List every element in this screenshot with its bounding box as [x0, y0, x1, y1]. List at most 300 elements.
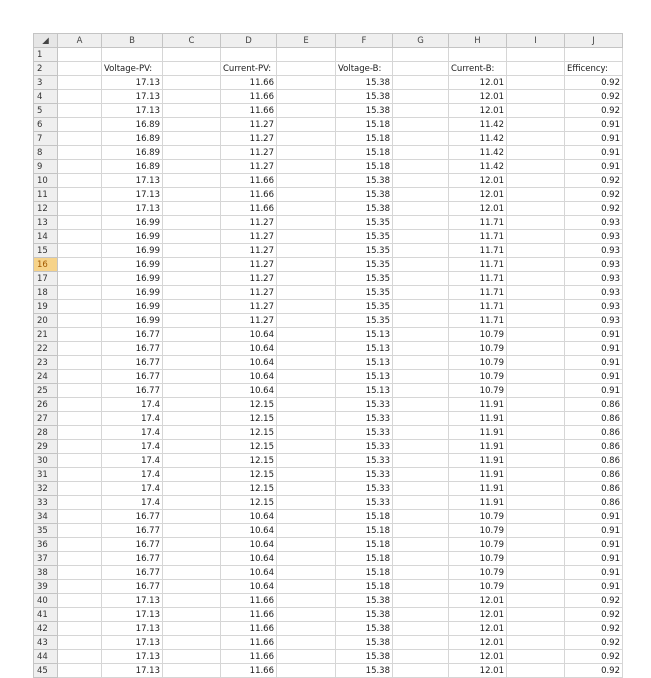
column-header[interactable]: A: [58, 34, 102, 48]
cell-a[interactable]: [58, 426, 102, 440]
voltage-pv-cell[interactable]: 16.77: [102, 538, 163, 552]
cell-c[interactable]: [163, 328, 221, 342]
cell-i[interactable]: [507, 104, 565, 118]
current-b-cell[interactable]: 11.42: [449, 118, 507, 132]
cell-i[interactable]: [507, 482, 565, 496]
row-header[interactable]: 40: [34, 594, 58, 608]
current-pv-cell[interactable]: 11.66: [221, 636, 277, 650]
cell-i[interactable]: [507, 160, 565, 174]
current-b-cell[interactable]: 12.01: [449, 90, 507, 104]
voltage-pv-cell[interactable]: 17.4: [102, 496, 163, 510]
cell-g[interactable]: [393, 132, 449, 146]
voltage-b-cell[interactable]: 15.35: [336, 286, 393, 300]
cell-i[interactable]: [507, 524, 565, 538]
cell-a[interactable]: [58, 132, 102, 146]
voltage-pv-cell[interactable]: 16.77: [102, 524, 163, 538]
voltage-pv-cell[interactable]: 16.99: [102, 272, 163, 286]
cell-c[interactable]: [163, 90, 221, 104]
voltage-b-cell[interactable]: 15.38: [336, 608, 393, 622]
current-b-cell[interactable]: 10.79: [449, 510, 507, 524]
cell-a[interactable]: [58, 440, 102, 454]
cell[interactable]: [393, 62, 449, 76]
efficiency-cell[interactable]: 0.86: [565, 454, 623, 468]
cell-a[interactable]: [58, 90, 102, 104]
cell-a[interactable]: [58, 664, 102, 678]
efficiency-cell[interactable]: 0.86: [565, 440, 623, 454]
efficiency-cell[interactable]: 0.92: [565, 76, 623, 90]
voltage-b-cell[interactable]: 15.38: [336, 202, 393, 216]
efficiency-cell[interactable]: 0.92: [565, 636, 623, 650]
current-pv-cell[interactable]: 11.27: [221, 160, 277, 174]
cell-i[interactable]: [507, 356, 565, 370]
voltage-pv-cell[interactable]: 16.89: [102, 118, 163, 132]
row-header[interactable]: 31: [34, 468, 58, 482]
voltage-pv-cell[interactable]: 17.13: [102, 202, 163, 216]
cell-i[interactable]: [507, 510, 565, 524]
current-pv-cell[interactable]: 10.64: [221, 342, 277, 356]
efficiency-cell[interactable]: 0.91: [565, 118, 623, 132]
cell-a[interactable]: [58, 524, 102, 538]
cell-g[interactable]: [393, 510, 449, 524]
voltage-pv-cell[interactable]: 16.77: [102, 384, 163, 398]
cell-a[interactable]: [58, 552, 102, 566]
cell-i[interactable]: [507, 426, 565, 440]
voltage-pv-cell[interactable]: 17.4: [102, 398, 163, 412]
row-header[interactable]: 21: [34, 328, 58, 342]
current-pv-cell[interactable]: 10.64: [221, 580, 277, 594]
cell-c[interactable]: [163, 580, 221, 594]
cell-e[interactable]: [277, 258, 336, 272]
efficiency-cell[interactable]: 0.91: [565, 580, 623, 594]
cell-a[interactable]: [58, 104, 102, 118]
cell-c[interactable]: [163, 384, 221, 398]
cell-g[interactable]: [393, 118, 449, 132]
voltage-pv-cell[interactable]: 17.4: [102, 426, 163, 440]
cell-i[interactable]: [507, 496, 565, 510]
voltage-pv-cell[interactable]: 17.13: [102, 608, 163, 622]
cell-g[interactable]: [393, 650, 449, 664]
cell-i[interactable]: [507, 608, 565, 622]
current-pv-cell[interactable]: 12.15: [221, 426, 277, 440]
current-b-cell[interactable]: 11.91: [449, 454, 507, 468]
current-b-cell[interactable]: 10.79: [449, 356, 507, 370]
voltage-b-cell[interactable]: 15.38: [336, 90, 393, 104]
cell-e[interactable]: [277, 440, 336, 454]
cell-a[interactable]: [58, 370, 102, 384]
cell-e[interactable]: [277, 650, 336, 664]
current-b-cell[interactable]: 11.91: [449, 412, 507, 426]
voltage-pv-cell[interactable]: 16.77: [102, 356, 163, 370]
current-pv-cell[interactable]: 11.66: [221, 188, 277, 202]
voltage-b-cell[interactable]: 15.38: [336, 664, 393, 678]
cell-c[interactable]: [163, 468, 221, 482]
column-header[interactable]: D: [221, 34, 277, 48]
cell-i[interactable]: [507, 90, 565, 104]
voltage-pv-cell[interactable]: 17.13: [102, 636, 163, 650]
cell-i[interactable]: [507, 384, 565, 398]
efficiency-cell[interactable]: 0.93: [565, 230, 623, 244]
current-pv-cell[interactable]: 10.64: [221, 524, 277, 538]
cell-e[interactable]: [277, 244, 336, 258]
efficiency-cell[interactable]: 0.92: [565, 174, 623, 188]
cell-e[interactable]: [277, 370, 336, 384]
current-pv-cell[interactable]: 11.27: [221, 286, 277, 300]
cell-g[interactable]: [393, 300, 449, 314]
cell-i[interactable]: [507, 286, 565, 300]
cell-e[interactable]: [277, 300, 336, 314]
cell-e[interactable]: [277, 468, 336, 482]
cell-i[interactable]: [507, 636, 565, 650]
row-header[interactable]: 36: [34, 538, 58, 552]
current-pv-cell[interactable]: 10.64: [221, 510, 277, 524]
cell-g[interactable]: [393, 160, 449, 174]
cell-i[interactable]: [507, 468, 565, 482]
voltage-pv-cell[interactable]: 17.13: [102, 90, 163, 104]
cell-g[interactable]: [393, 566, 449, 580]
efficiency-cell[interactable]: 0.92: [565, 650, 623, 664]
current-pv-cell[interactable]: 11.66: [221, 594, 277, 608]
cell-a[interactable]: [58, 258, 102, 272]
efficiency-cell[interactable]: 0.86: [565, 468, 623, 482]
cell-g[interactable]: [393, 328, 449, 342]
voltage-pv-cell[interactable]: 16.99: [102, 300, 163, 314]
cell-c[interactable]: [163, 244, 221, 258]
current-pv-cell[interactable]: 11.66: [221, 622, 277, 636]
cell-a[interactable]: [58, 566, 102, 580]
voltage-b-cell[interactable]: 15.35: [336, 216, 393, 230]
cell-e[interactable]: [277, 76, 336, 90]
cell-g[interactable]: [393, 90, 449, 104]
current-pv-cell[interactable]: 11.27: [221, 146, 277, 160]
current-b-cell[interactable]: 12.01: [449, 664, 507, 678]
efficiency-cell[interactable]: 0.91: [565, 132, 623, 146]
cell-a[interactable]: [58, 496, 102, 510]
current-b-cell[interactable]: 10.79: [449, 342, 507, 356]
voltage-b-cell[interactable]: 15.13: [336, 370, 393, 384]
cell-c[interactable]: [163, 426, 221, 440]
voltage-pv-cell[interactable]: 16.99: [102, 286, 163, 300]
cell-a[interactable]: [58, 356, 102, 370]
cell-g[interactable]: [393, 636, 449, 650]
efficiency-cell[interactable]: 0.93: [565, 244, 623, 258]
row-header[interactable]: 19: [34, 300, 58, 314]
cell[interactable]: [221, 48, 277, 62]
voltage-b-cell[interactable]: 15.35: [336, 300, 393, 314]
efficiency-cell[interactable]: 0.92: [565, 90, 623, 104]
cell-g[interactable]: [393, 202, 449, 216]
cell-g[interactable]: [393, 384, 449, 398]
current-pv-cell[interactable]: 11.27: [221, 300, 277, 314]
cell[interactable]: [163, 62, 221, 76]
current-pv-cell[interactable]: 11.66: [221, 650, 277, 664]
voltage-b-cell[interactable]: 15.18: [336, 132, 393, 146]
current-b-cell[interactable]: 12.01: [449, 202, 507, 216]
current-b-cell[interactable]: 12.01: [449, 174, 507, 188]
cell-i[interactable]: [507, 188, 565, 202]
cell[interactable]: [277, 62, 336, 76]
cell-a[interactable]: [58, 160, 102, 174]
cell-e[interactable]: [277, 426, 336, 440]
current-pv-cell[interactable]: 10.64: [221, 552, 277, 566]
row-header[interactable]: 26: [34, 398, 58, 412]
row-header[interactable]: 14: [34, 230, 58, 244]
cell-a[interactable]: [58, 286, 102, 300]
current-pv-cell[interactable]: 11.66: [221, 664, 277, 678]
current-pv-cell[interactable]: 11.27: [221, 244, 277, 258]
cell-e[interactable]: [277, 146, 336, 160]
cell-e[interactable]: [277, 132, 336, 146]
efficiency-header-cell[interactable]: Efficency:: [565, 62, 623, 76]
current-pv-cell[interactable]: 11.27: [221, 314, 277, 328]
voltage-b-cell[interactable]: 15.35: [336, 272, 393, 286]
cell-a[interactable]: [58, 580, 102, 594]
column-header[interactable]: J: [565, 34, 623, 48]
cell-c[interactable]: [163, 230, 221, 244]
cell-e[interactable]: [277, 398, 336, 412]
voltage-pv-cell[interactable]: 17.13: [102, 188, 163, 202]
voltage-b-cell[interactable]: 15.33: [336, 454, 393, 468]
voltage-b-cell[interactable]: 15.35: [336, 230, 393, 244]
efficiency-cell[interactable]: 0.91: [565, 342, 623, 356]
voltage-b-cell[interactable]: 15.33: [336, 496, 393, 510]
cell-g[interactable]: [393, 482, 449, 496]
cell-i[interactable]: [507, 146, 565, 160]
voltage-b-cell[interactable]: 15.18: [336, 118, 393, 132]
row-header[interactable]: 7: [34, 132, 58, 146]
efficiency-cell[interactable]: 0.92: [565, 664, 623, 678]
cell-c[interactable]: [163, 650, 221, 664]
row-header[interactable]: 39: [34, 580, 58, 594]
cell-g[interactable]: [393, 104, 449, 118]
efficiency-cell[interactable]: 0.91: [565, 356, 623, 370]
voltage-b-cell[interactable]: 15.33: [336, 398, 393, 412]
voltage-pv-cell[interactable]: 17.13: [102, 594, 163, 608]
cell-a[interactable]: [58, 272, 102, 286]
cell-g[interactable]: [393, 454, 449, 468]
voltage-b-cell[interactable]: 15.13: [336, 342, 393, 356]
current-pv-cell[interactable]: 12.15: [221, 454, 277, 468]
current-pv-cell[interactable]: 11.66: [221, 76, 277, 90]
row-header[interactable]: 1: [34, 48, 58, 62]
voltage-pv-cell[interactable]: 16.77: [102, 510, 163, 524]
row-header[interactable]: 30: [34, 454, 58, 468]
efficiency-cell[interactable]: 0.86: [565, 398, 623, 412]
cell-a[interactable]: [58, 636, 102, 650]
voltage-b-cell[interactable]: 15.38: [336, 174, 393, 188]
cell-a[interactable]: [58, 650, 102, 664]
cell-c[interactable]: [163, 356, 221, 370]
cell-a[interactable]: [58, 412, 102, 426]
cell-a[interactable]: [58, 538, 102, 552]
cell-e[interactable]: [277, 594, 336, 608]
cell-i[interactable]: [507, 174, 565, 188]
cell-c[interactable]: [163, 216, 221, 230]
current-b-cell[interactable]: 11.42: [449, 160, 507, 174]
voltage-b-cell[interactable]: 15.18: [336, 552, 393, 566]
voltage-b-cell[interactable]: 15.13: [336, 384, 393, 398]
cell-c[interactable]: [163, 104, 221, 118]
current-b-cell[interactable]: 12.01: [449, 594, 507, 608]
row-header[interactable]: 16: [34, 258, 58, 272]
current-b-cell[interactable]: 11.91: [449, 440, 507, 454]
row-header[interactable]: 25: [34, 384, 58, 398]
cell-e[interactable]: [277, 216, 336, 230]
voltage-b-cell[interactable]: 15.33: [336, 482, 393, 496]
cell-e[interactable]: [277, 412, 336, 426]
current-pv-cell[interactable]: 12.15: [221, 482, 277, 496]
efficiency-cell[interactable]: 0.93: [565, 258, 623, 272]
cell-g[interactable]: [393, 216, 449, 230]
row-header[interactable]: 44: [34, 650, 58, 664]
cell-e[interactable]: [277, 356, 336, 370]
voltage-b-cell[interactable]: 15.38: [336, 594, 393, 608]
row-header[interactable]: 13: [34, 216, 58, 230]
cell-c[interactable]: [163, 132, 221, 146]
cell-g[interactable]: [393, 146, 449, 160]
cell-i[interactable]: [507, 370, 565, 384]
row-header[interactable]: 5: [34, 104, 58, 118]
cell-g[interactable]: [393, 188, 449, 202]
row-header[interactable]: 43: [34, 636, 58, 650]
cell-e[interactable]: [277, 188, 336, 202]
cell-c[interactable]: [163, 482, 221, 496]
current-b-cell[interactable]: 11.71: [449, 230, 507, 244]
current-b-header-cell[interactable]: Current-B:: [449, 62, 507, 76]
cell-e[interactable]: [277, 314, 336, 328]
voltage-pv-cell[interactable]: 17.4: [102, 454, 163, 468]
cell-i[interactable]: [507, 272, 565, 286]
efficiency-cell[interactable]: 0.91: [565, 552, 623, 566]
cell-c[interactable]: [163, 412, 221, 426]
current-b-cell[interactable]: 12.01: [449, 188, 507, 202]
cell-a[interactable]: [58, 118, 102, 132]
current-pv-cell[interactable]: 11.27: [221, 230, 277, 244]
voltage-b-cell[interactable]: 15.38: [336, 650, 393, 664]
current-pv-cell[interactable]: 12.15: [221, 468, 277, 482]
cell-e[interactable]: [277, 496, 336, 510]
current-b-cell[interactable]: 12.01: [449, 636, 507, 650]
cell-g[interactable]: [393, 258, 449, 272]
row-header[interactable]: 33: [34, 496, 58, 510]
current-pv-cell[interactable]: 11.66: [221, 608, 277, 622]
voltage-b-cell[interactable]: 15.33: [336, 440, 393, 454]
cell-c[interactable]: [163, 398, 221, 412]
efficiency-cell[interactable]: 0.86: [565, 482, 623, 496]
voltage-pv-cell[interactable]: 16.99: [102, 314, 163, 328]
cell-a[interactable]: [58, 482, 102, 496]
cell[interactable]: [58, 62, 102, 76]
cell-e[interactable]: [277, 636, 336, 650]
voltage-b-cell[interactable]: 15.38: [336, 636, 393, 650]
cell-a[interactable]: [58, 398, 102, 412]
cell-g[interactable]: [393, 174, 449, 188]
cell-e[interactable]: [277, 608, 336, 622]
row-header[interactable]: 23: [34, 356, 58, 370]
cell[interactable]: [277, 48, 336, 62]
cell-c[interactable]: [163, 160, 221, 174]
row-header[interactable]: 24: [34, 370, 58, 384]
efficiency-cell[interactable]: 0.93: [565, 300, 623, 314]
current-b-cell[interactable]: 10.79: [449, 566, 507, 580]
efficiency-cell[interactable]: 0.86: [565, 412, 623, 426]
efficiency-cell[interactable]: 0.92: [565, 188, 623, 202]
cell[interactable]: [449, 48, 507, 62]
row-header[interactable]: 9: [34, 160, 58, 174]
cell-e[interactable]: [277, 342, 336, 356]
cell-c[interactable]: [163, 202, 221, 216]
voltage-b-cell[interactable]: 15.13: [336, 328, 393, 342]
voltage-b-cell[interactable]: 15.13: [336, 356, 393, 370]
efficiency-cell[interactable]: 0.86: [565, 496, 623, 510]
column-header[interactable]: I: [507, 34, 565, 48]
current-b-cell[interactable]: 10.79: [449, 552, 507, 566]
cell-e[interactable]: [277, 552, 336, 566]
voltage-b-cell[interactable]: 15.33: [336, 468, 393, 482]
cell-g[interactable]: [393, 496, 449, 510]
cell-e[interactable]: [277, 272, 336, 286]
row-header[interactable]: 4: [34, 90, 58, 104]
efficiency-cell[interactable]: 0.92: [565, 622, 623, 636]
voltage-pv-cell[interactable]: 16.99: [102, 230, 163, 244]
row-header[interactable]: 17: [34, 272, 58, 286]
efficiency-cell[interactable]: 0.91: [565, 370, 623, 384]
cell-g[interactable]: [393, 538, 449, 552]
voltage-b-cell[interactable]: 15.38: [336, 104, 393, 118]
voltage-b-cell[interactable]: 15.38: [336, 76, 393, 90]
current-b-cell[interactable]: 12.01: [449, 104, 507, 118]
voltage-pv-cell[interactable]: 17.13: [102, 174, 163, 188]
cell-i[interactable]: [507, 664, 565, 678]
cell-c[interactable]: [163, 594, 221, 608]
cell-a[interactable]: [58, 216, 102, 230]
current-b-cell[interactable]: 11.91: [449, 468, 507, 482]
row-header[interactable]: 32: [34, 482, 58, 496]
cell-c[interactable]: [163, 370, 221, 384]
cell-e[interactable]: [277, 510, 336, 524]
cell-e[interactable]: [277, 384, 336, 398]
cell[interactable]: [507, 62, 565, 76]
cell-c[interactable]: [163, 566, 221, 580]
row-header[interactable]: 29: [34, 440, 58, 454]
current-pv-cell[interactable]: 11.27: [221, 216, 277, 230]
cell-c[interactable]: [163, 440, 221, 454]
cell-c[interactable]: [163, 76, 221, 90]
cell-g[interactable]: [393, 664, 449, 678]
cell-a[interactable]: [58, 622, 102, 636]
voltage-pv-cell[interactable]: 17.13: [102, 104, 163, 118]
current-b-cell[interactable]: 11.71: [449, 258, 507, 272]
cell-c[interactable]: [163, 622, 221, 636]
cell-e[interactable]: [277, 566, 336, 580]
voltage-b-cell[interactable]: 15.38: [336, 188, 393, 202]
voltage-pv-cell[interactable]: 16.77: [102, 328, 163, 342]
current-pv-cell[interactable]: 11.27: [221, 118, 277, 132]
cell-c[interactable]: [163, 300, 221, 314]
current-pv-cell[interactable]: 11.27: [221, 258, 277, 272]
cell-i[interactable]: [507, 440, 565, 454]
cell-c[interactable]: [163, 664, 221, 678]
row-header[interactable]: 42: [34, 622, 58, 636]
cell-g[interactable]: [393, 272, 449, 286]
voltage-pv-cell[interactable]: 16.77: [102, 552, 163, 566]
voltage-pv-cell[interactable]: 16.77: [102, 342, 163, 356]
column-header[interactable]: G: [393, 34, 449, 48]
cell-c[interactable]: [163, 538, 221, 552]
voltage-pv-cell[interactable]: 17.13: [102, 650, 163, 664]
voltage-pv-cell[interactable]: 16.89: [102, 132, 163, 146]
efficiency-cell[interactable]: 0.92: [565, 608, 623, 622]
cell-i[interactable]: [507, 118, 565, 132]
